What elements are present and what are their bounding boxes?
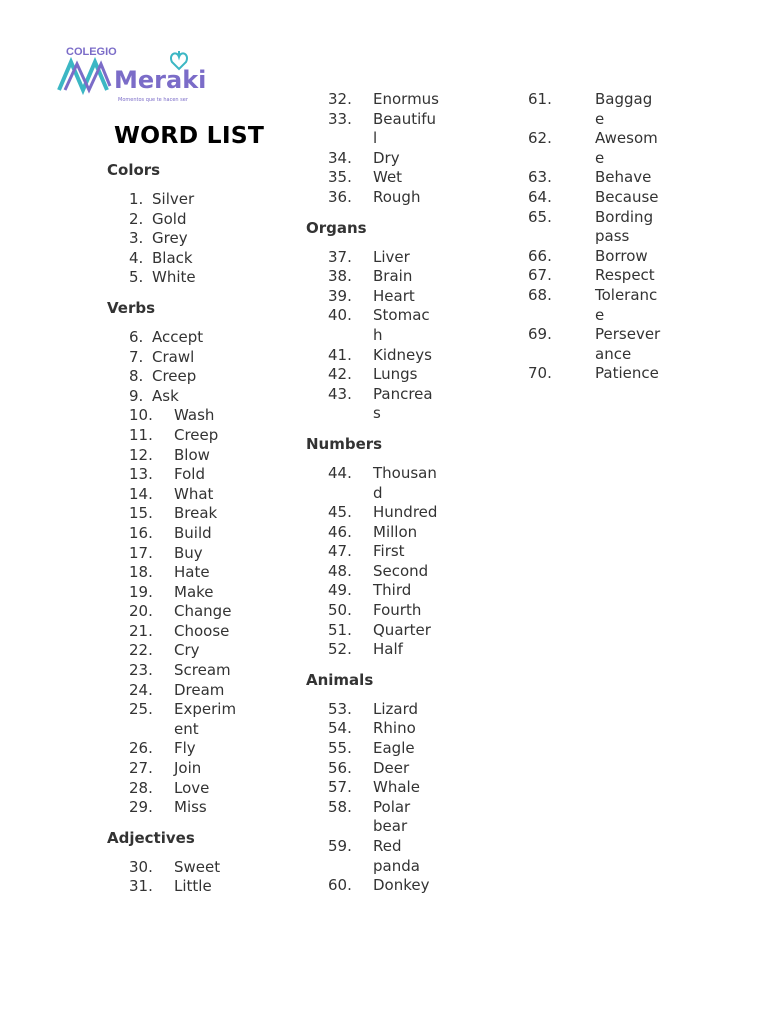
list-item <box>107 348 292 368</box>
list-item-number: 10. <box>129 406 153 425</box>
list-item <box>107 485 240 505</box>
list-item <box>107 779 240 799</box>
list-item <box>528 208 661 247</box>
list-item-number: 53. <box>328 699 352 718</box>
list-item <box>107 328 292 348</box>
list-item-word: Rough <box>373 187 421 206</box>
list-item-number: 36. <box>328 187 352 206</box>
list-item-word: Baggage <box>595 90 653 128</box>
list-item <box>306 464 439 503</box>
list-item-word: Creep <box>152 367 197 386</box>
list-item-number: 68. <box>528 285 552 304</box>
list-item-word: Thousand <box>373 463 437 502</box>
list-item-word: Behave <box>595 168 652 187</box>
list-item <box>306 739 439 759</box>
list-item <box>107 190 292 210</box>
list-item-number: 14. <box>129 484 153 503</box>
list-item-number: 33. <box>328 109 352 128</box>
list-item-number: 70. <box>528 364 552 383</box>
list-item-word: Silver <box>152 190 195 208</box>
list-item-word: Brain <box>373 267 413 286</box>
document-title: WORD LIST <box>114 121 265 149</box>
list-item <box>107 700 240 739</box>
list-item-word: Blow <box>174 445 210 464</box>
list-item <box>528 90 661 129</box>
list-item-number: 32. <box>328 90 352 108</box>
list-item-word: Bording pass <box>595 207 654 246</box>
list-item-word: Sweet <box>174 857 221 876</box>
list-item-word: Eagle <box>373 739 415 758</box>
list-item <box>306 700 439 720</box>
list-item-word: Patience <box>595 364 659 383</box>
list-item-number: 1. <box>129 190 144 208</box>
list-item-number: 62. <box>528 129 552 148</box>
list-item-number: 59. <box>328 837 352 855</box>
list-item-word: Stomach <box>373 306 430 344</box>
logo-name: Meraki <box>114 66 207 94</box>
column-left <box>107 119 302 907</box>
list-item-number: 29. <box>129 798 153 817</box>
list-item <box>528 266 661 286</box>
list-item-number: 31. <box>129 877 153 896</box>
school-logo <box>56 42 207 104</box>
list-item <box>528 364 661 384</box>
list-item <box>107 426 240 446</box>
list-item-number: 28. <box>129 778 153 797</box>
list-item <box>107 641 240 661</box>
list-item <box>306 542 439 562</box>
list-organs <box>306 248 506 424</box>
list-item <box>306 621 439 641</box>
logo-top-text: COLEGIO <box>66 46 117 58</box>
list-item-word: Love <box>174 778 210 797</box>
list-item-number: 60. <box>328 876 352 895</box>
list-item-number: 46. <box>328 522 352 541</box>
list-item-word: Wet <box>373 168 403 187</box>
list-item-word: Change <box>174 602 232 621</box>
list-item-word: Second <box>373 561 429 580</box>
list-item <box>306 168 439 188</box>
list-item <box>306 798 439 837</box>
list-item-word: Creep <box>174 425 219 444</box>
list-item <box>107 563 240 583</box>
list-item-number: 64. <box>528 187 552 206</box>
logo-tagline: Momentos que te hacen ser <box>118 97 188 103</box>
list-item-word: Red panda <box>373 837 420 875</box>
list-item-number: 61. <box>528 90 552 108</box>
list-item <box>107 504 240 524</box>
list-item-number: 24. <box>129 680 153 699</box>
list-item <box>107 229 292 249</box>
list-item <box>306 523 439 543</box>
section-heading-organs: Organs <box>306 218 367 237</box>
column-right <box>528 90 728 394</box>
list-item <box>306 719 439 739</box>
list-item <box>107 268 292 288</box>
list-item-word: What <box>174 484 214 503</box>
list-animals-part-2 <box>528 90 728 384</box>
list-item <box>107 661 240 681</box>
list-item-number: 22. <box>129 641 153 660</box>
list-item <box>306 581 439 601</box>
list-item <box>306 90 439 110</box>
list-item-word: Perseverance <box>595 325 661 363</box>
list-item-word: Enormus <box>373 90 439 108</box>
list-item-number: 30. <box>129 857 153 876</box>
list-item-word: Hundred <box>373 503 438 522</box>
list-item <box>528 188 661 208</box>
list-item <box>107 210 292 230</box>
list-item <box>107 681 240 701</box>
list-item-word: Accept <box>152 327 204 346</box>
list-item-number: 15. <box>129 504 153 523</box>
list-item <box>107 759 240 779</box>
list-item-word: Fold <box>174 465 205 484</box>
list-item-word: Half <box>373 640 403 659</box>
list-item-number: 9. <box>129 386 144 405</box>
list-item-word: Donkey <box>373 876 430 895</box>
list-item-number: 50. <box>328 601 352 620</box>
list-item-word: White <box>152 268 196 287</box>
list-item-number: 55. <box>328 739 352 758</box>
list-item <box>306 248 439 268</box>
list-item-word: Hate <box>174 563 210 582</box>
list-item <box>306 503 439 523</box>
list-item-number: 43. <box>328 384 352 403</box>
column-middle <box>306 90 506 906</box>
list-item <box>528 286 661 325</box>
section-heading-animals: Animals <box>306 670 374 689</box>
list-item-number: 38. <box>328 267 352 286</box>
list-item <box>528 247 661 267</box>
list-item-word: Fourth <box>373 601 422 620</box>
list-item-number: 35. <box>328 168 352 187</box>
list-item-word: Heart <box>373 286 415 305</box>
list-item-number: 57. <box>328 778 352 797</box>
list-item-word: Third <box>373 581 412 600</box>
list-item-word: Lungs <box>373 365 418 384</box>
list-item-word: Borrow <box>595 246 648 265</box>
list-item-word: Beautiful <box>373 109 437 148</box>
list-item <box>528 129 661 168</box>
list-item-number: 40. <box>328 306 352 325</box>
list-item <box>107 367 292 387</box>
list-item <box>306 149 439 169</box>
list-item <box>306 346 439 366</box>
list-item <box>107 446 240 466</box>
list-item-word: Lizard <box>373 699 419 718</box>
list-item <box>107 739 240 759</box>
list-item-number: 25. <box>129 700 153 719</box>
list-item-number: 69. <box>528 325 552 344</box>
list-item-number: 42. <box>328 365 352 384</box>
list-item-number: 17. <box>129 543 153 562</box>
list-numbers <box>306 464 506 660</box>
list-item-word: Experiment <box>174 700 237 738</box>
list-item <box>306 601 439 621</box>
list-item <box>306 759 439 779</box>
list-item-number: 3. <box>129 229 144 248</box>
list-colors <box>107 190 302 288</box>
list-item-number: 54. <box>328 719 352 738</box>
list-item-number: 49. <box>328 581 352 600</box>
list-item-number: 56. <box>328 758 352 777</box>
list-item-word: Liver <box>373 247 410 266</box>
list-adjectives-part-1 <box>107 858 302 897</box>
list-item-word: Dream <box>174 680 225 699</box>
list-verbs <box>107 328 302 818</box>
list-item-word: Dry <box>373 148 400 167</box>
list-item-word: Crawl <box>152 347 195 366</box>
section-heading-numbers: Numbers <box>306 434 383 453</box>
list-item-word: Scream <box>174 661 231 680</box>
list-item-number: 67. <box>528 266 552 285</box>
list-item-number: 20. <box>129 602 153 621</box>
list-item-word: Awesome <box>595 129 658 167</box>
list-item-word: Kidneys <box>373 345 432 364</box>
list-item <box>107 249 292 269</box>
list-item-number: 21. <box>129 621 153 640</box>
list-item <box>528 168 661 188</box>
list-item <box>107 583 240 603</box>
list-item-word: Fly <box>174 739 196 758</box>
list-item-word: Quarter <box>373 620 431 639</box>
list-item-number: 7. <box>129 347 144 366</box>
list-item-word: Gold <box>152 209 187 228</box>
list-item-word: Wash <box>174 406 215 425</box>
list-item-word: Little <box>174 877 212 896</box>
list-adjectives-part-2 <box>306 90 506 208</box>
list-item <box>528 325 661 364</box>
list-item-number: 18. <box>129 563 153 582</box>
list-item <box>107 387 292 407</box>
list-item-number: 8. <box>129 367 144 386</box>
list-item-word: Rhino <box>373 719 416 738</box>
list-item-number: 13. <box>129 465 153 484</box>
list-item-number: 12. <box>129 445 153 464</box>
list-item-word: Polar bear <box>373 797 411 836</box>
list-item <box>306 188 439 208</box>
list-item <box>107 406 240 426</box>
list-item-number: 48. <box>328 561 352 580</box>
list-item-word: Grey <box>152 229 188 248</box>
list-item <box>107 602 240 622</box>
list-item-number: 2. <box>129 209 144 228</box>
list-item <box>107 622 240 642</box>
list-item-number: 45. <box>328 503 352 522</box>
list-item-word: Black <box>152 248 193 267</box>
list-item-number: 44. <box>328 463 352 482</box>
list-item <box>107 465 240 485</box>
list-item-word: Because <box>595 187 659 206</box>
list-item <box>306 365 439 385</box>
list-item <box>107 524 240 544</box>
list-item-word: Choose <box>174 621 230 640</box>
list-item-number: 11. <box>129 425 153 444</box>
list-item-number: 47. <box>328 542 352 561</box>
list-item-word: Pancreas <box>373 384 433 423</box>
list-item <box>306 287 439 307</box>
section-heading-verbs: Verbs <box>107 298 156 317</box>
list-item-word: Deer <box>373 758 410 777</box>
list-item-number: 39. <box>328 286 352 305</box>
section-heading-adjectives: Adjectives <box>107 828 195 847</box>
list-item-number: 58. <box>328 797 352 816</box>
list-item <box>306 876 439 896</box>
list-item-number: 27. <box>129 759 153 778</box>
list-item <box>107 877 240 897</box>
list-item-word: Millon <box>373 522 418 541</box>
list-item <box>306 385 439 424</box>
list-item-word: Join <box>174 759 202 778</box>
list-item <box>306 837 439 876</box>
meraki-logo-graphic <box>56 42 207 104</box>
section-heading-colors: Colors <box>107 161 161 179</box>
list-item-word: Miss <box>174 798 207 817</box>
list-item <box>306 306 439 345</box>
list-item-number: 52. <box>328 640 352 659</box>
list-item-word: First <box>373 542 405 561</box>
list-item-number: 23. <box>129 661 153 680</box>
list-item-word: Whale <box>373 778 420 797</box>
list-item-number: 19. <box>129 582 153 601</box>
list-item-number: 6. <box>129 327 144 346</box>
list-item-word: Make <box>174 582 214 601</box>
list-item <box>107 544 240 564</box>
list-item-number: 65. <box>528 207 552 226</box>
list-item-number: 5. <box>129 268 144 287</box>
list-item <box>107 798 240 818</box>
list-item <box>306 562 439 582</box>
list-item-word: Break <box>174 504 218 523</box>
list-item-word: Ask <box>152 386 179 405</box>
list-item <box>306 110 439 149</box>
list-item <box>107 858 240 878</box>
list-item-word: Tolerance <box>595 285 658 324</box>
list-item <box>306 778 439 798</box>
list-item-number: 34. <box>328 148 352 167</box>
list-item-number: 4. <box>129 248 144 267</box>
list-item-word: Build <box>174 523 212 542</box>
list-item-word: Cry <box>174 641 200 660</box>
list-item-number: 16. <box>129 523 153 542</box>
list-item <box>306 640 439 660</box>
list-item-word: Respect <box>595 266 655 285</box>
list-item <box>306 267 439 287</box>
list-item-number: 41. <box>328 345 352 364</box>
list-item-number: 66. <box>528 246 552 265</box>
list-item-number: 37. <box>328 247 352 266</box>
list-item-word: Buy <box>174 543 203 562</box>
list-item-number: 63. <box>528 168 552 187</box>
list-item-number: 26. <box>129 739 153 758</box>
list-animals-part-1 <box>306 700 506 896</box>
list-item-number: 51. <box>328 620 352 639</box>
